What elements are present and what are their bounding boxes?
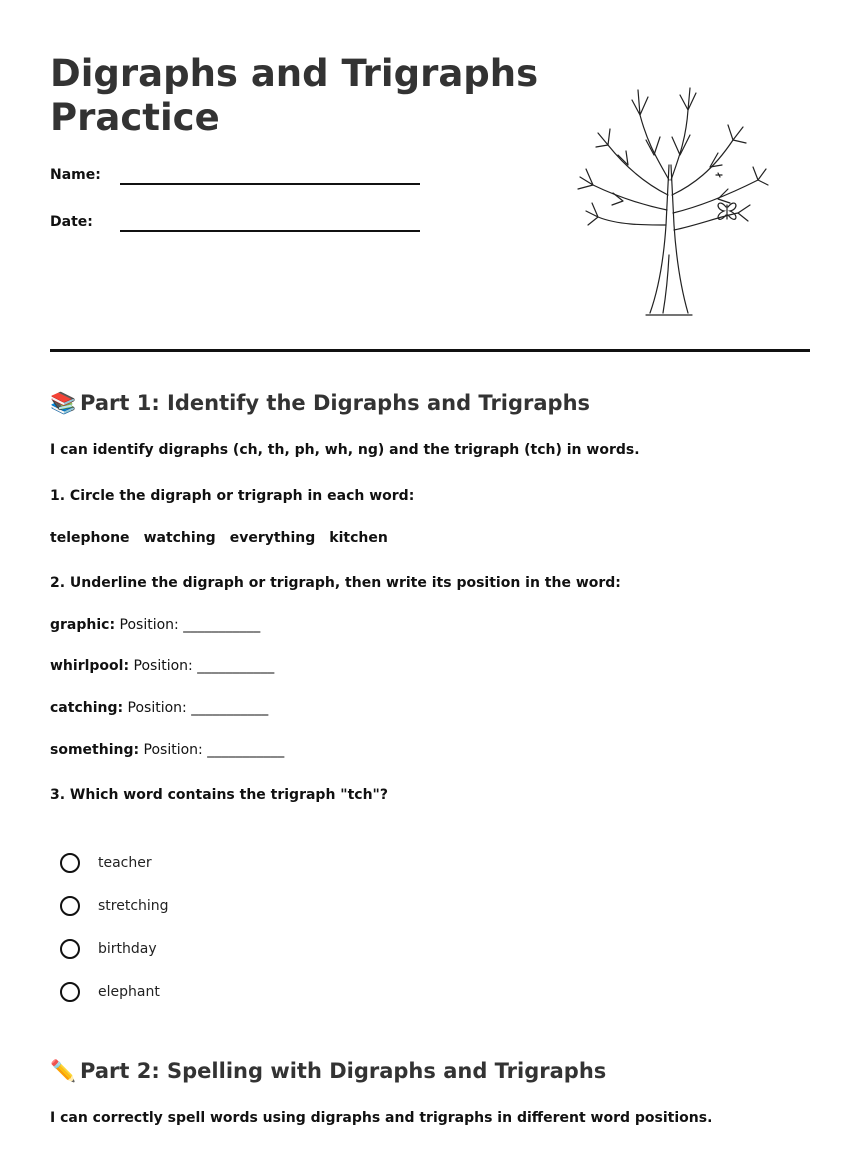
part-1-objective: I can identify digraphs (ch, th, ph, wh, ng) and the trigraph (tch) in words. xyxy=(50,442,640,458)
position-blank[interactable]: Position: ___________ xyxy=(119,617,261,633)
option-label[interactable]: teacher xyxy=(98,855,152,871)
tree-with-butterfly-icon xyxy=(568,85,773,320)
question-3-prompt: 3. Which word contains the trigraph "tch"? xyxy=(50,787,388,803)
books-icon: 📚 xyxy=(50,391,77,415)
position-blank[interactable]: Position: ___________ xyxy=(127,700,269,716)
part-2-heading-text: Part 2: Spelling with Digraphs and Trigraphs xyxy=(80,1059,607,1083)
answer-word: graphic: xyxy=(50,617,116,633)
title-line-2: Practice xyxy=(50,96,220,139)
question-1-words xyxy=(50,530,402,546)
option-label[interactable]: stretching xyxy=(98,898,169,914)
position-blank[interactable]: Position: ___________ xyxy=(143,742,285,758)
answer-row[interactable] xyxy=(50,658,274,674)
name-line[interactable] xyxy=(120,183,420,185)
date-label: Date: xyxy=(50,214,93,230)
question-2-prompt: 2. Underline the digraph or trigraph, then write its position in the word: xyxy=(50,575,621,591)
option-label[interactable]: birthday xyxy=(98,941,157,957)
date-field[interactable] xyxy=(50,212,430,236)
answer-word: catching: xyxy=(50,700,124,716)
part-1-heading-text: Part 1: Identify the Digraphs and Trigraphs xyxy=(80,391,591,415)
radio-button[interactable] xyxy=(60,896,80,916)
position-blank[interactable]: Position: ___________ xyxy=(133,658,275,674)
answer-row[interactable] xyxy=(50,742,284,758)
section-divider xyxy=(50,349,810,352)
part-2-objective: I can correctly spell words using digraphs and trigraphs in different word positions. xyxy=(50,1110,713,1126)
part-2-heading xyxy=(50,1059,606,1084)
name-label: Name: xyxy=(50,167,101,183)
word-item[interactable]: kitchen xyxy=(329,530,388,546)
option-label[interactable]: elephant xyxy=(98,984,160,1000)
word-item[interactable]: everything xyxy=(229,530,316,546)
title-line-1: Digraphs and Trigraphs xyxy=(50,52,539,95)
question-1-prompt: 1. Circle the digraph or trigraph in each word: xyxy=(50,488,415,504)
answer-word: whirlpool: xyxy=(50,658,130,674)
radio-button[interactable] xyxy=(60,982,80,1002)
date-line[interactable] xyxy=(120,230,420,232)
pencil-icon: ✏️ xyxy=(50,1059,77,1083)
radio-button[interactable] xyxy=(60,939,80,959)
answer-row[interactable] xyxy=(50,617,260,633)
answer-row[interactable] xyxy=(50,700,268,716)
radio-button[interactable] xyxy=(60,853,80,873)
answer-word: something: xyxy=(50,742,140,758)
part-1-heading xyxy=(50,391,590,416)
word-item[interactable]: telephone xyxy=(50,530,130,546)
word-item[interactable]: watching xyxy=(143,530,216,546)
page-title xyxy=(50,52,550,140)
name-field[interactable] xyxy=(50,165,430,189)
